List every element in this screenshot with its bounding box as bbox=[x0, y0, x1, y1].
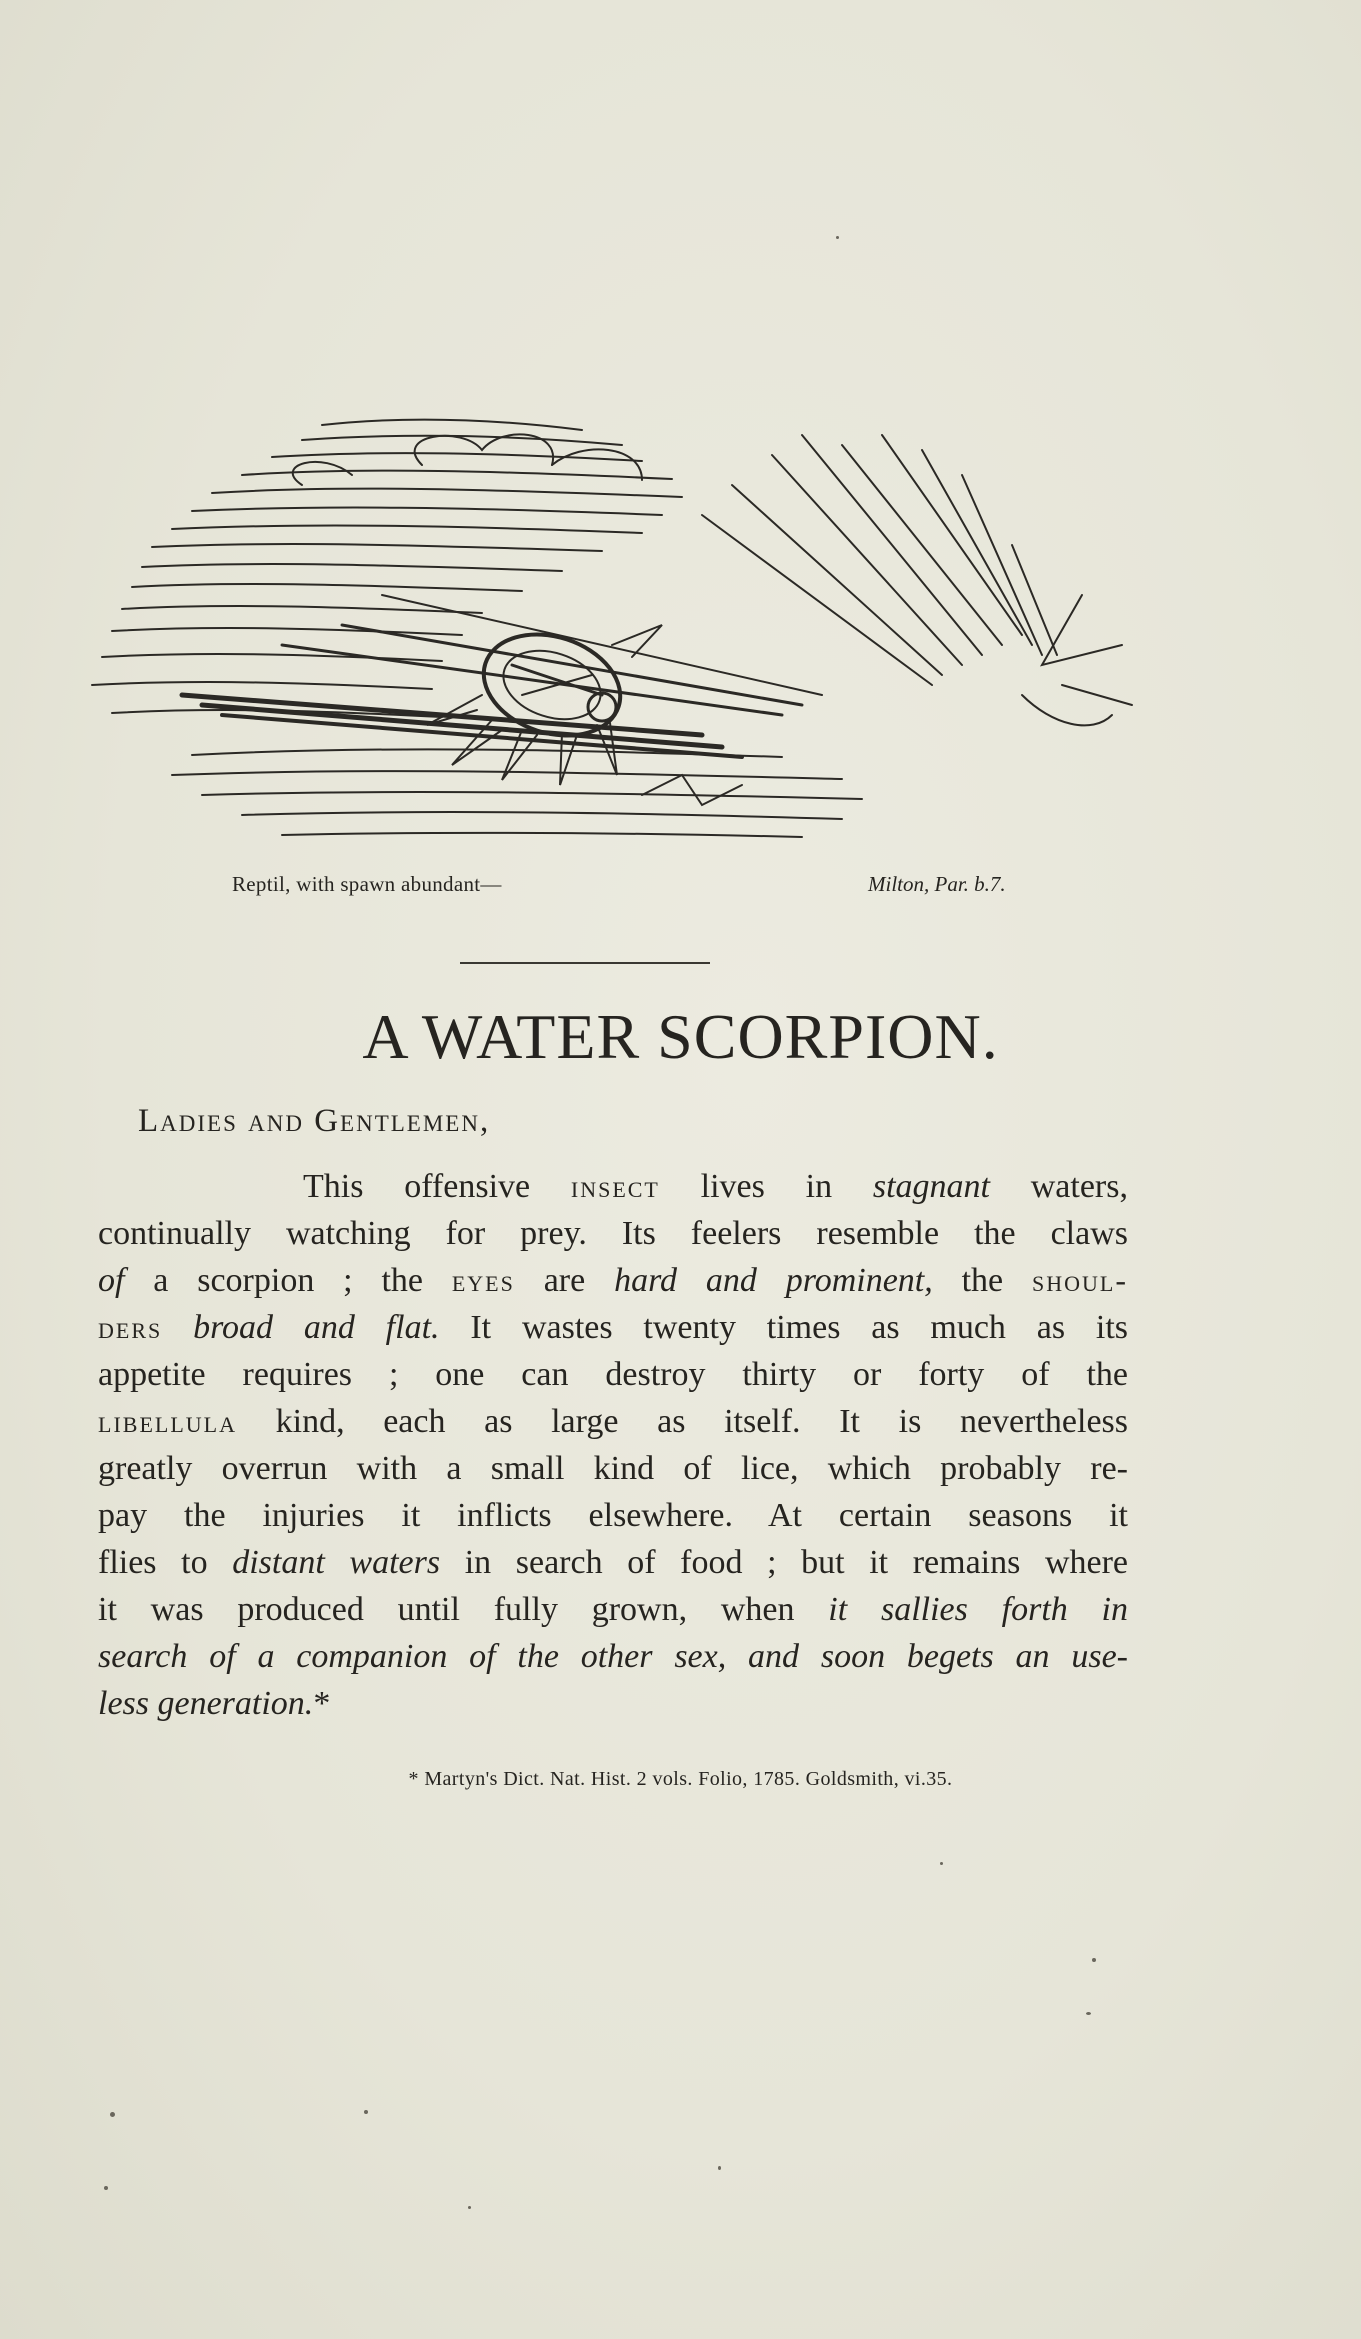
body-line: This offensive insect lives in stagnant waters, bbox=[303, 1168, 1128, 1205]
body-line: it was produced until fully grown, when it sallies forth in bbox=[98, 1591, 1128, 1628]
body-line: appetite requires ; one can destroy thirty or forty of the bbox=[98, 1356, 1128, 1393]
paper-speck bbox=[468, 2206, 471, 2209]
paper-speck bbox=[364, 2110, 368, 2114]
salutation: Ladies and Gentlemen, bbox=[138, 1103, 491, 1139]
paper-speck bbox=[940, 1862, 943, 1865]
body-line: libellula kind, each as large as itself. It is nevertheless bbox=[98, 1403, 1128, 1440]
paper-speck bbox=[1092, 1958, 1096, 1962]
paper-speck bbox=[1086, 2012, 1091, 2015]
paper-speck bbox=[104, 2186, 108, 2190]
body-line: less generation.* bbox=[98, 1685, 331, 1722]
paper-speck bbox=[110, 2112, 115, 2117]
body-line: flies to distant waters in search of food ; but it remains where bbox=[98, 1544, 1129, 1581]
body-line: of a scorpion ; the eyes are hard and prominent, the shoul- bbox=[98, 1262, 1128, 1299]
water-scorpion-engraving bbox=[82, 395, 1142, 855]
body-paragraph bbox=[98, 1163, 1128, 1727]
paper-speck bbox=[836, 236, 839, 239]
footnote: * Martyn's Dict. Nat. Hist. 2 vols. Folio, 1785. Goldsmith, vi.35. bbox=[408, 1768, 953, 1790]
illustration-caption-quote: Reptil, with spawn abundant— bbox=[232, 872, 502, 896]
body-line: ders broad and flat. It wastes twenty times as much as its bbox=[98, 1309, 1129, 1346]
paper-speck bbox=[718, 2166, 721, 2170]
body-line: pay the injuries it inflicts elsewhere. At certain seasons it bbox=[98, 1497, 1128, 1534]
title-divider bbox=[460, 962, 710, 964]
body-line: search of a companion of the other sex, and soon begets an use- bbox=[98, 1638, 1128, 1675]
body-line: continually watching for prey. Its feelers resemble the claws bbox=[98, 1215, 1128, 1252]
page-title: A WATER SCORPION. bbox=[362, 1001, 999, 1072]
illustration-caption-source: Milton, Par. b.7. bbox=[868, 872, 1006, 896]
body-line: greatly overrun with a small kind of lice, which probably re- bbox=[98, 1450, 1128, 1487]
